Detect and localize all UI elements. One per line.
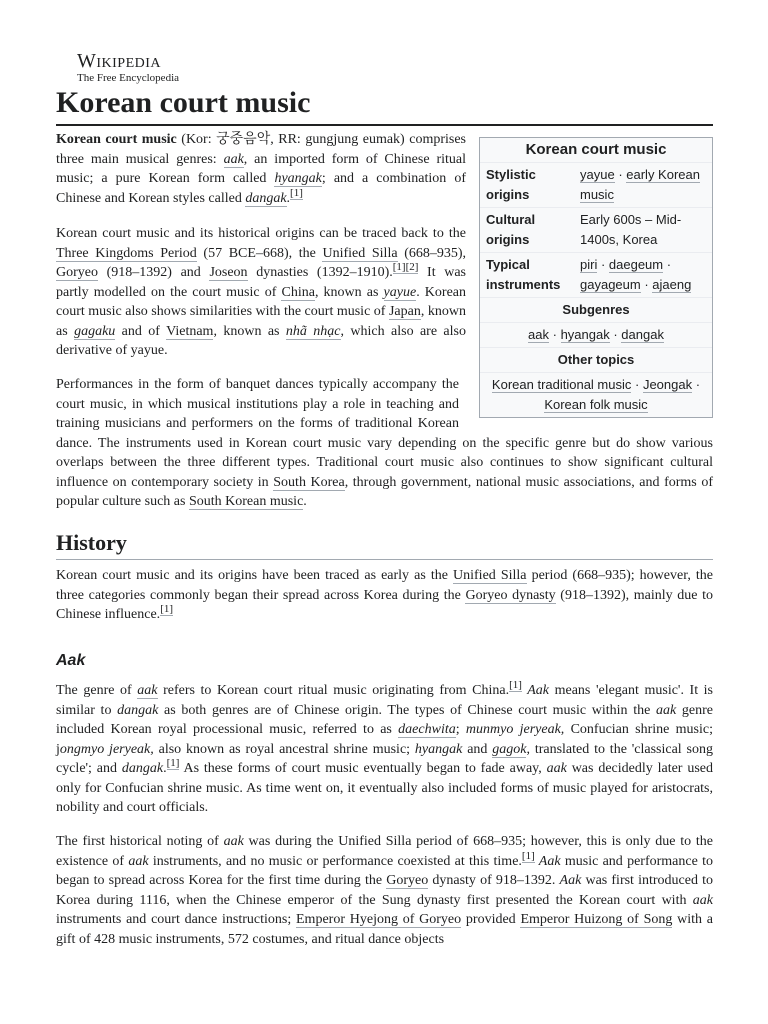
text: Performances in the form of banquet dances typically accompany the court music, in which musical institutions play a role in teaching and training musicians and performers on the forms of traditional Korean dance. The instruments used in Korean court music vary depending on the specific genre but do show various overlaps between the three different types. Traditional court music also continues to show significant cultural influence on contemporary society in <box>56 377 713 490</box>
text: dynasty of 918–1392. <box>428 873 560 888</box>
text: The genre of <box>56 683 138 698</box>
citation-link[interactable]: [1] <box>509 679 522 692</box>
text-italic: dangak <box>121 761 164 776</box>
logo-wordmark: Wikipedia <box>77 50 162 72</box>
subsection-heading-aak: Aak <box>56 652 86 669</box>
text: dynasties (1392–1910). <box>247 265 393 280</box>
intro-paragraph-1 <box>56 130 466 208</box>
link-daegeum[interactable]: daegeum <box>608 257 664 272</box>
link-korean-folk-music[interactable]: Korean folk music <box>544 397 648 412</box>
text: also known as royal ancestral shrine music; <box>153 741 415 757</box>
lead-term: Korean court music <box>56 132 177 147</box>
text: , translated to the 'classical song cycle'; and <box>56 741 713 776</box>
infobox-label: Cultural origins <box>486 212 536 247</box>
text-italic: aak <box>656 702 677 718</box>
text: genre included Korean royal processional music, referred to as <box>56 702 714 737</box>
text: , known as <box>314 284 384 300</box>
text: It was partly modelled on the court music of <box>56 265 466 300</box>
link-unified-silla[interactable]: Unified Silla <box>453 568 527 583</box>
text: As these forms of court music eventually began to fade away, <box>179 761 547 776</box>
link-emperor-huizong-of-song[interactable]: Emperor Huizong of Song <box>520 912 673 927</box>
link-yayue[interactable]: yayue <box>580 167 615 182</box>
intro-paragraph-2 <box>56 224 466 361</box>
infobox-label: Stylistic origins <box>486 167 536 202</box>
text-italic: Aak <box>534 853 561 869</box>
text: as both genres are of Chinese origin. The types of Chinese court music within the <box>158 702 657 718</box>
separator: · <box>663 257 672 272</box>
link-hyangak[interactable]: hyangak <box>560 327 610 342</box>
infobox-subgenres-header: Subgenres <box>480 297 712 322</box>
link-three-kingdoms-period[interactable]: Three Kingdoms Period <box>56 245 197 261</box>
link-aak[interactable]: aak <box>528 327 550 342</box>
text-italic: hyangak <box>414 741 463 757</box>
citation-link[interactable]: [1] <box>160 603 174 616</box>
text-italic: aak <box>223 834 244 849</box>
text-italic: Aak <box>521 683 550 698</box>
text: means 'elegant music'. It is similar to <box>56 683 714 718</box>
infobox-other-header: Other topics <box>480 347 712 372</box>
infobox-row-cultural-origins <box>480 207 712 252</box>
link-yayue[interactable]: yayue <box>383 284 417 300</box>
text: refers to Korean court ritual music originating from China. <box>157 683 510 698</box>
text: , known as <box>213 323 286 339</box>
text: . <box>163 761 167 776</box>
text: (668–935), <box>397 245 467 261</box>
text: provided <box>461 912 521 927</box>
infobox-value <box>580 165 706 205</box>
text-italic: aak <box>692 892 713 908</box>
text: was decidedly later used only for Confucian shrine music. As time went on, it eventually also included forms of music played for aristocrats, nobility and court officials. <box>56 761 713 815</box>
text: Korean court music and its origins have been traced as early as the <box>56 568 454 583</box>
link-dangak[interactable]: dangak <box>621 327 664 342</box>
link-unified-silla[interactable]: Unified Silla <box>322 245 398 261</box>
infobox-value <box>580 255 706 295</box>
link-joseon[interactable]: Joseon <box>209 265 248 280</box>
link-vietnam[interactable]: Vietnam <box>166 323 214 339</box>
infobox-label: Typical instruments <box>486 257 561 292</box>
text: (918–1392), mainly due to Chinese influence. <box>56 587 714 622</box>
text: . Korean court music also shows similarities with the court music of <box>56 284 466 319</box>
history-paragraph-1 <box>56 566 713 625</box>
link-jeongak[interactable]: Jeongak <box>642 377 693 392</box>
text: was during the Unified Silla period of 668–935; however, this is only due to the existence of <box>56 834 713 869</box>
text: instruments and court dance instructions; <box>56 912 296 927</box>
wikipedia-logo[interactable] <box>77 50 179 85</box>
text: music and performance to began to spread across Korea for the first time during the <box>56 853 714 888</box>
link-south-korean-music[interactable]: South Korean music <box>188 494 304 509</box>
link-japan[interactable]: Japan <box>388 304 421 319</box>
text: and <box>462 741 493 757</box>
text: . <box>303 494 307 509</box>
separator: · <box>631 377 643 392</box>
citation-link[interactable]: [2] <box>405 261 419 274</box>
text: Confucian shrine music; j <box>56 722 713 757</box>
citation-link[interactable]: [1] <box>521 849 535 862</box>
text: The first historical noting of <box>56 834 224 849</box>
link-goryeo[interactable]: Goryeo <box>386 873 429 888</box>
text: ; <box>455 722 466 737</box>
text: (Kor: 궁중음악, RR: gungjung eumak) comprises three main musical genres: <box>56 132 466 167</box>
intro-paragraph-3 <box>56 375 713 512</box>
text: was first introduced to Korea during 1116, when the Chinese emperor of the Sung dynasty first presented the Korean court with <box>56 873 713 908</box>
text: period (668–935); however, the three categories commonly began their spread across Korea during the <box>56 568 713 603</box>
link-dangak[interactable]: dangak <box>245 190 287 206</box>
citation-link[interactable]: [1] <box>392 261 406 274</box>
separator: · <box>692 377 701 392</box>
link-hyangak[interactable]: hyangak <box>274 171 322 186</box>
section-heading-history: History <box>56 529 713 560</box>
infobox-title: Korean court music <box>525 141 667 158</box>
text: Korean court music and its historical origins can be traced back to the <box>56 226 466 241</box>
text-italic: Aak <box>559 873 582 888</box>
citation-link[interactable]: [1] <box>166 757 180 770</box>
aak-paragraph-1 <box>56 681 713 818</box>
text-italic: dangak <box>117 702 159 718</box>
link-china[interactable]: China <box>281 284 315 300</box>
link-emperor-hyejong-of-goryeo[interactable]: Emperor Hyejong of Goryeo <box>296 912 462 927</box>
text-italic: aak <box>128 853 149 869</box>
text: ; and a combination of Chinese and Korean styles called <box>56 171 466 206</box>
text: (57 BCE–668), the <box>196 245 323 261</box>
text: and of <box>115 323 167 339</box>
separator: · <box>614 167 627 182</box>
link-aak[interactable]: aak <box>223 151 244 167</box>
text: with a gift of 428 music instruments, 572 costumes, and ritual dance objects <box>56 912 714 947</box>
logo-tagline: The Free Encyclopedia <box>77 72 180 84</box>
text: (918–1392) and <box>98 265 210 280</box>
text: , which also are also derivative of yayue. <box>56 323 466 358</box>
link-gagok[interactable]: gagok <box>492 741 527 757</box>
link-early-korean-music[interactable]: early Korean music <box>580 167 700 202</box>
separator: · <box>597 257 609 272</box>
page-title: Korean court music <box>56 84 713 126</box>
separator: · <box>549 327 561 342</box>
text: instruments, and no music or performance coexisted at this time. <box>148 853 522 869</box>
link-south-korea[interactable]: South Korea <box>273 474 345 490</box>
link-ajaeng[interactable]: ajaeng <box>652 277 692 292</box>
separator: · <box>609 327 622 342</box>
citation-link[interactable]: [1] <box>290 186 303 199</box>
link-goryeo-dynasty[interactable]: Goryeo dynasty <box>465 587 556 603</box>
text: , through government, national music associations, and forms of popular culture such as <box>56 474 713 509</box>
link-korean-traditional-music[interactable]: Korean traditional music <box>491 377 632 392</box>
link-gagaku[interactable]: gagaku <box>74 323 116 339</box>
link-daechwita[interactable]: daechwita <box>398 722 456 737</box>
text: . <box>286 190 291 206</box>
link-piri[interactable]: piri <box>580 257 598 272</box>
aak-paragraph-2 <box>56 832 713 949</box>
link-goryeo[interactable]: Goryeo <box>56 265 98 280</box>
text-italic: ongmyo jeryeak, <box>59 741 154 757</box>
infobox-value: Early 600s – Mid-1400s, Korea <box>580 212 682 247</box>
infobox-spacer <box>459 375 713 415</box>
link-aak[interactable]: aak <box>137 683 158 698</box>
text: , known as <box>56 304 466 339</box>
infobox-row-stylistic-origins <box>480 162 712 207</box>
text-italic: aak <box>546 761 567 776</box>
text: , an imported form of Chinese ritual music; a pure Korean form called <box>56 151 466 186</box>
infobox-row-typical-instruments <box>480 252 712 297</box>
infobox-subgenres <box>480 322 712 347</box>
link-gayageum[interactable]: gayageum <box>580 277 641 292</box>
link-nha-nhac[interactable]: nhã nhạc <box>285 323 341 339</box>
separator: · <box>640 277 653 292</box>
text-italic: munmyo jeryeak, <box>465 722 565 737</box>
